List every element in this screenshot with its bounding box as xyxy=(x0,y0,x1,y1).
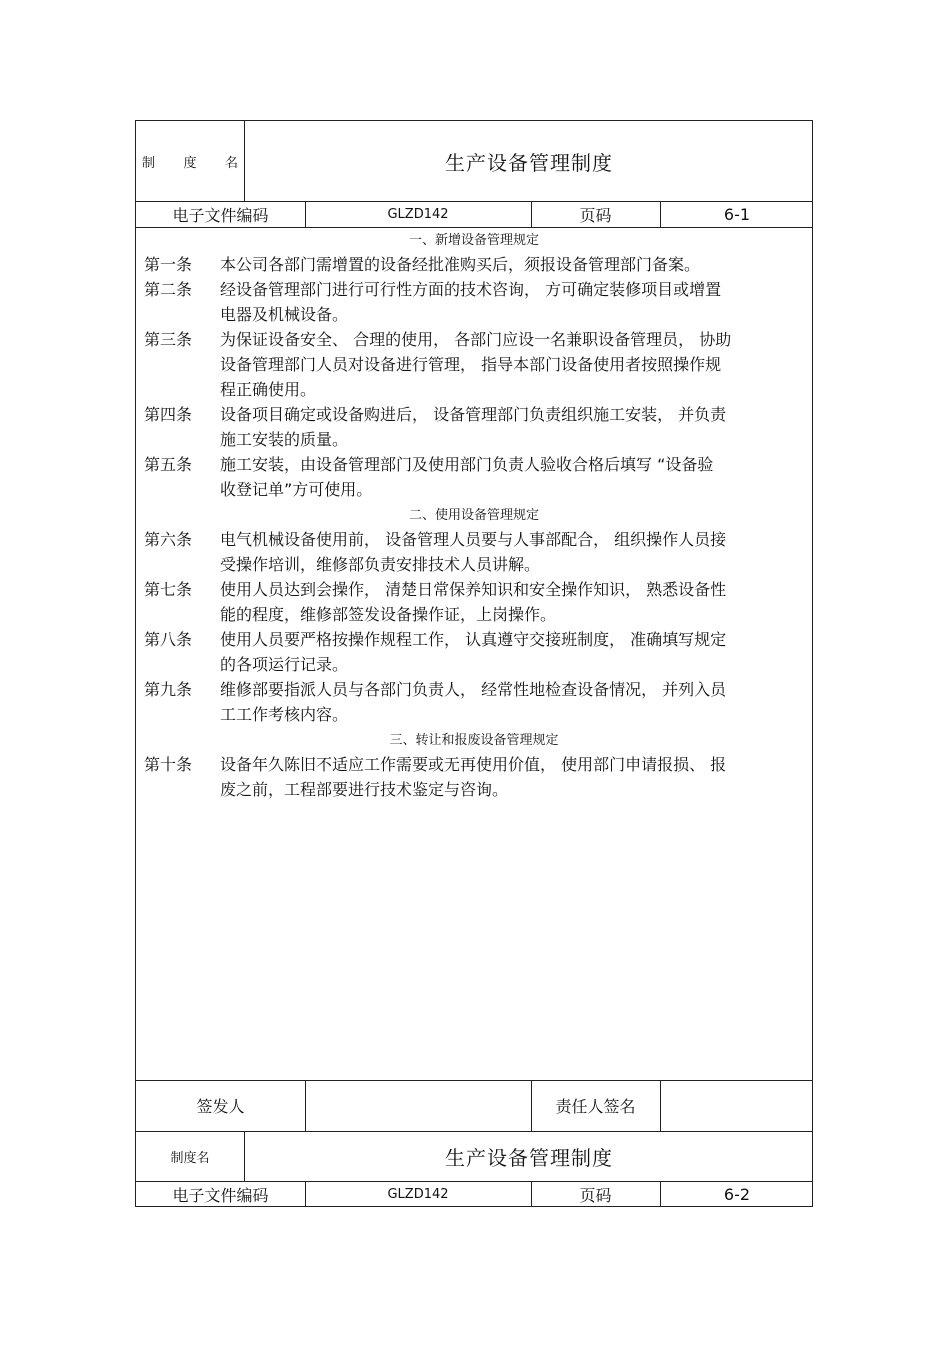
article-line: 维修部要指派人员与各部门负责人， 经常性地检查设备情况， 并列入员 xyxy=(220,680,727,699)
name-label-2: 制度名 xyxy=(170,1150,210,1166)
article-line: 本公司各部门需增置的设备经批准购买后，须报设备管理部门备案。 xyxy=(220,255,701,274)
code-label-2: 电子文件编码 xyxy=(172,1185,269,1205)
article-line: 使用人员达到会操作， 清楚日常保养知识和安全操作知识， 熟悉设备性 xyxy=(220,580,727,599)
responsible-label: 责任人签名 xyxy=(555,1097,636,1116)
article-text xyxy=(220,527,806,577)
article-10 xyxy=(144,752,806,802)
article-9 xyxy=(144,677,806,727)
signer-label: 签发人 xyxy=(196,1097,245,1116)
article-text xyxy=(220,327,806,402)
section-heading: 三、转让和报废设备管理规定 xyxy=(389,733,559,748)
document-title-2: 生产设备管理制度 xyxy=(445,1145,613,1170)
article-line: 废之前，工程部要进行技术鉴定与咨询。 xyxy=(220,780,509,799)
name-label-char: 制 xyxy=(142,155,156,171)
article-line: 电气机械设备使用前， 设备管理人员要与人事部配合， 组织操作人员接 xyxy=(220,530,727,549)
name-label-char: 度 xyxy=(183,155,197,171)
document-code: GLZD142 xyxy=(387,206,449,222)
article-label: 第四条 xyxy=(144,405,193,424)
article-line: 电器及机械设备。 xyxy=(220,305,349,324)
article-line: 程正确使用。 xyxy=(220,380,317,399)
article-label: 第七条 xyxy=(144,580,193,599)
document-title: 生产设备管理制度 xyxy=(445,150,613,175)
article-text xyxy=(220,452,806,502)
article-line: 工工作考核内容。 xyxy=(220,705,349,724)
article-line: 设备管理部门人员对设备进行管理， 指导本部门设备使用者按照操作规 xyxy=(220,355,722,374)
article-1 xyxy=(144,252,806,277)
article-3 xyxy=(144,327,806,402)
page-label-2: 页码 xyxy=(579,1185,612,1205)
section-heading: 一、新增设备管理规定 xyxy=(408,233,539,248)
article-line: 的各项运行记录。 xyxy=(220,655,349,674)
section-heading: 二、使用设备管理规定 xyxy=(408,508,539,523)
name-label-char: 名 xyxy=(224,155,238,171)
code-label: 电子文件编码 xyxy=(172,205,269,225)
article-label: 第一条 xyxy=(144,255,193,274)
divider xyxy=(136,227,812,228)
article-line: 为保证设备安全、 合理的使用， 各部门应设一名兼职设备管理员， 协助 xyxy=(220,330,732,349)
article-label: 第九条 xyxy=(144,680,193,699)
article-line: 设备年久陈旧不适应工作需要或无再使用价值， 使用部门申请报损、 报 xyxy=(220,755,727,774)
article-line: 经设备管理部门进行可行性方面的技术咨询， 方可确定装修项目或增置 xyxy=(220,280,722,299)
article-line: 受操作培训，维修部负责安排技术人员讲解。 xyxy=(220,555,541,574)
page-label: 页码 xyxy=(579,205,612,225)
article-label: 第二条 xyxy=(144,280,193,299)
article-line: 施工安装的质量。 xyxy=(220,430,349,449)
article-text xyxy=(220,577,806,627)
article-label: 第十条 xyxy=(144,755,193,774)
article-8 xyxy=(144,627,806,677)
article-4 xyxy=(144,402,806,452)
article-label: 第六条 xyxy=(144,530,193,549)
article-text xyxy=(220,402,806,452)
page-number-2: 6-2 xyxy=(723,1184,751,1204)
article-label: 第八条 xyxy=(144,630,193,649)
article-label: 第五条 xyxy=(144,455,193,474)
article-text xyxy=(220,252,806,277)
article-7 xyxy=(144,577,806,627)
article-text xyxy=(220,677,806,727)
article-6 xyxy=(144,527,806,577)
article-text xyxy=(220,627,806,677)
article-text xyxy=(220,277,806,327)
signer-field[interactable] xyxy=(305,1080,531,1131)
page-number: 6-1 xyxy=(723,204,751,224)
document-code-2: GLZD142 xyxy=(387,1186,449,1202)
article-line: 能的程度，维修部签发设备操作证，上岗操作。 xyxy=(220,605,557,624)
document-form xyxy=(135,120,813,1207)
article-label: 第三条 xyxy=(144,330,193,349)
name-label xyxy=(142,121,238,201)
article-line: 施工安装，由设备管理部门及使用部门负责人验收合格后填写 “设备验 xyxy=(220,455,714,474)
responsible-field[interactable] xyxy=(660,1080,814,1131)
article-line: 设备项目确定或设备购进后， 设备管理部门负责组织施工安装， 并负责 xyxy=(220,405,727,424)
article-2 xyxy=(144,277,806,327)
article-5 xyxy=(144,452,806,502)
article-text xyxy=(220,752,806,802)
article-line: 使用人员要严格按操作规程工作， 认真遵守交接班制度， 准确填写规定 xyxy=(220,630,727,649)
article-line: 收登记单”方可使用。 xyxy=(220,480,373,499)
